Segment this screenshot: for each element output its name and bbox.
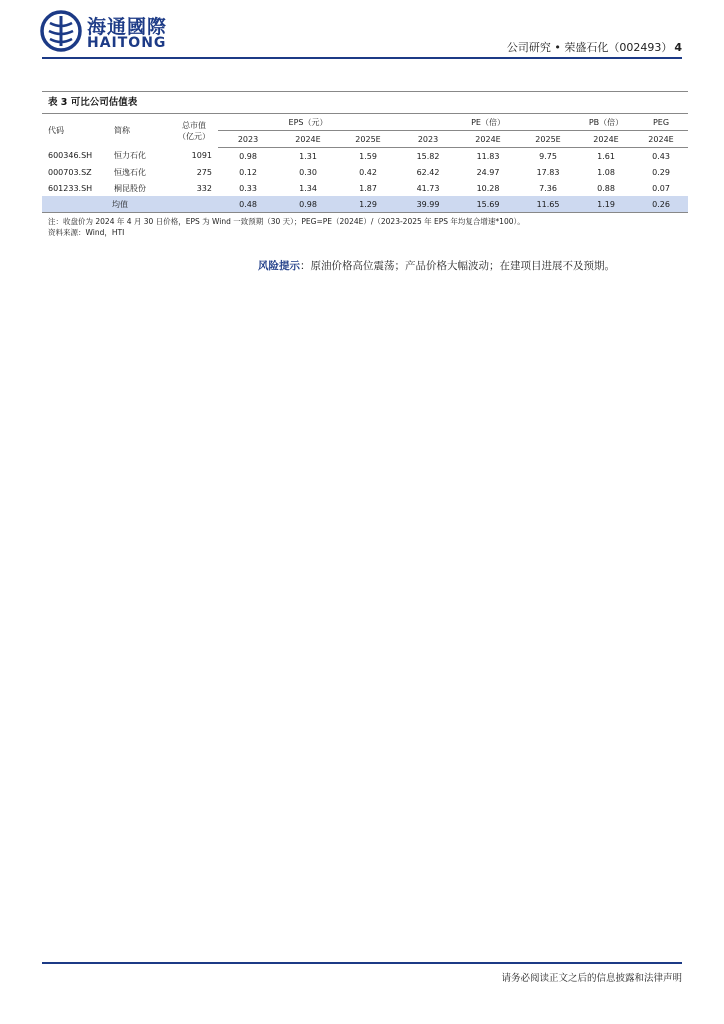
cell-eps: 0.12	[239, 167, 257, 177]
header-peg-group: PEG	[634, 114, 688, 131]
cell-pb: 1.08	[597, 167, 615, 177]
report-header-info	[507, 39, 682, 55]
cell-average-label: 均值	[108, 196, 170, 213]
cell-eps: 0.48	[218, 196, 278, 213]
table-header-row-1	[42, 114, 688, 131]
header-mktcap-line1: 总市值	[182, 120, 206, 130]
risk-warning	[258, 258, 615, 273]
cell-code: 000703.SZ	[48, 167, 92, 177]
header-eps-group: EPS（元）	[218, 114, 398, 131]
table-source: 资料来源：Wind，HTI	[48, 228, 125, 237]
footer-disclaimer: 请务必阅读正文之后的信息披露和法律声明	[501, 973, 682, 984]
risk-warning-text: ：原油价格高位震荡；产品价格大幅波动；在建项目进展不及预期。	[300, 260, 615, 272]
cell-peg: 0.07	[652, 183, 670, 193]
table-row	[42, 148, 688, 165]
haitong-logo-icon	[40, 10, 82, 52]
header-pe-group: PE（倍）	[398, 114, 578, 131]
cell-mktcap: 1091	[191, 151, 212, 161]
cell-pe: 11.65	[518, 196, 578, 213]
cell-peg: 0.26	[634, 196, 688, 213]
cell-pe: 17.83	[536, 167, 560, 177]
cell-eps: 1.31	[299, 151, 317, 161]
cell-eps: 1.87	[359, 183, 377, 193]
table-title: 表 3 可比公司估值表	[42, 92, 688, 114]
header-pb-group: PB（倍）	[578, 114, 634, 131]
cell-pe: 11.83	[476, 151, 500, 161]
cell-peg: 0.43	[652, 151, 670, 161]
footer-divider	[42, 962, 682, 964]
header-eps-year: 2024E	[278, 131, 338, 148]
cell-pe: 7.36	[539, 183, 557, 193]
header-pe-year: 2025E	[518, 131, 578, 148]
valuation-table-section	[42, 91, 688, 238]
cell-pe: 15.82	[416, 151, 440, 161]
cell-pe: 10.28	[476, 183, 500, 193]
cell-eps: 1.29	[338, 196, 398, 213]
cell-peg: 0.29	[652, 167, 670, 177]
page-number: 4	[674, 41, 682, 54]
table-average-row	[42, 196, 688, 213]
header-mktcap	[170, 114, 218, 148]
cell-eps: 0.30	[299, 167, 317, 177]
cell-pe: 39.99	[398, 196, 458, 213]
header-code: 代码	[48, 126, 64, 136]
header-mktcap-line2: （亿元）	[178, 131, 210, 141]
header-pb-year: 2024E	[578, 131, 634, 148]
cell-name: 恒力石化	[114, 151, 146, 161]
cell-eps: 1.34	[299, 183, 317, 193]
cell-pe: 24.97	[476, 167, 500, 177]
risk-warning-label: 风险提示	[258, 260, 300, 272]
header-pe-year: 2024E	[458, 131, 518, 148]
cell-pe: 62.42	[416, 167, 440, 177]
cell-pe: 15.69	[458, 196, 518, 213]
haitong-logo	[40, 10, 240, 52]
header-name: 简称	[114, 126, 130, 136]
cell-code-empty	[42, 196, 108, 213]
cell-pe: 9.75	[539, 151, 557, 161]
header-pe-year: 2023	[398, 131, 458, 148]
header-eps-year: 2023	[218, 131, 278, 148]
cell-pb: 1.61	[597, 151, 615, 161]
table-note: 注：收盘价为 2024 年 4 月 30 日价格，EPS 为 Wind 一致预期（30 天）；PEG=PE（2024E）/（2023-2025 年 EPS 年均复合增速*100）。	[48, 217, 525, 226]
cell-code: 601233.SH	[48, 183, 93, 193]
cell-eps: 0.42	[359, 167, 377, 177]
logo-english-text: HAITONG	[87, 35, 167, 51]
cell-name: 桐昆股份	[114, 183, 146, 193]
cell-eps: 0.98	[278, 196, 338, 213]
table-row	[42, 180, 688, 196]
cell-name: 恒逸石化	[114, 167, 146, 177]
header-eps-year: 2025E	[338, 131, 398, 148]
header-peg-year: 2024E	[634, 131, 688, 148]
cell-mktcap-empty	[170, 196, 218, 213]
report-title: 公司研究 • 荣盛石化（002493）	[506, 41, 673, 54]
cell-code: 600346.SH	[48, 151, 93, 161]
header-divider	[42, 57, 682, 59]
logo-chinese-text: 海通國際	[87, 16, 168, 38]
cell-mktcap: 275	[196, 167, 212, 177]
cell-pb: 1.19	[578, 196, 634, 213]
cell-eps: 1.59	[359, 151, 377, 161]
valuation-table	[42, 114, 688, 213]
cell-pe: 41.73	[416, 183, 440, 193]
cell-pb: 0.88	[597, 183, 615, 193]
table-row	[42, 164, 688, 180]
cell-eps: 0.33	[239, 183, 257, 193]
cell-mktcap: 332	[196, 183, 212, 193]
cell-eps: 0.98	[239, 151, 257, 161]
